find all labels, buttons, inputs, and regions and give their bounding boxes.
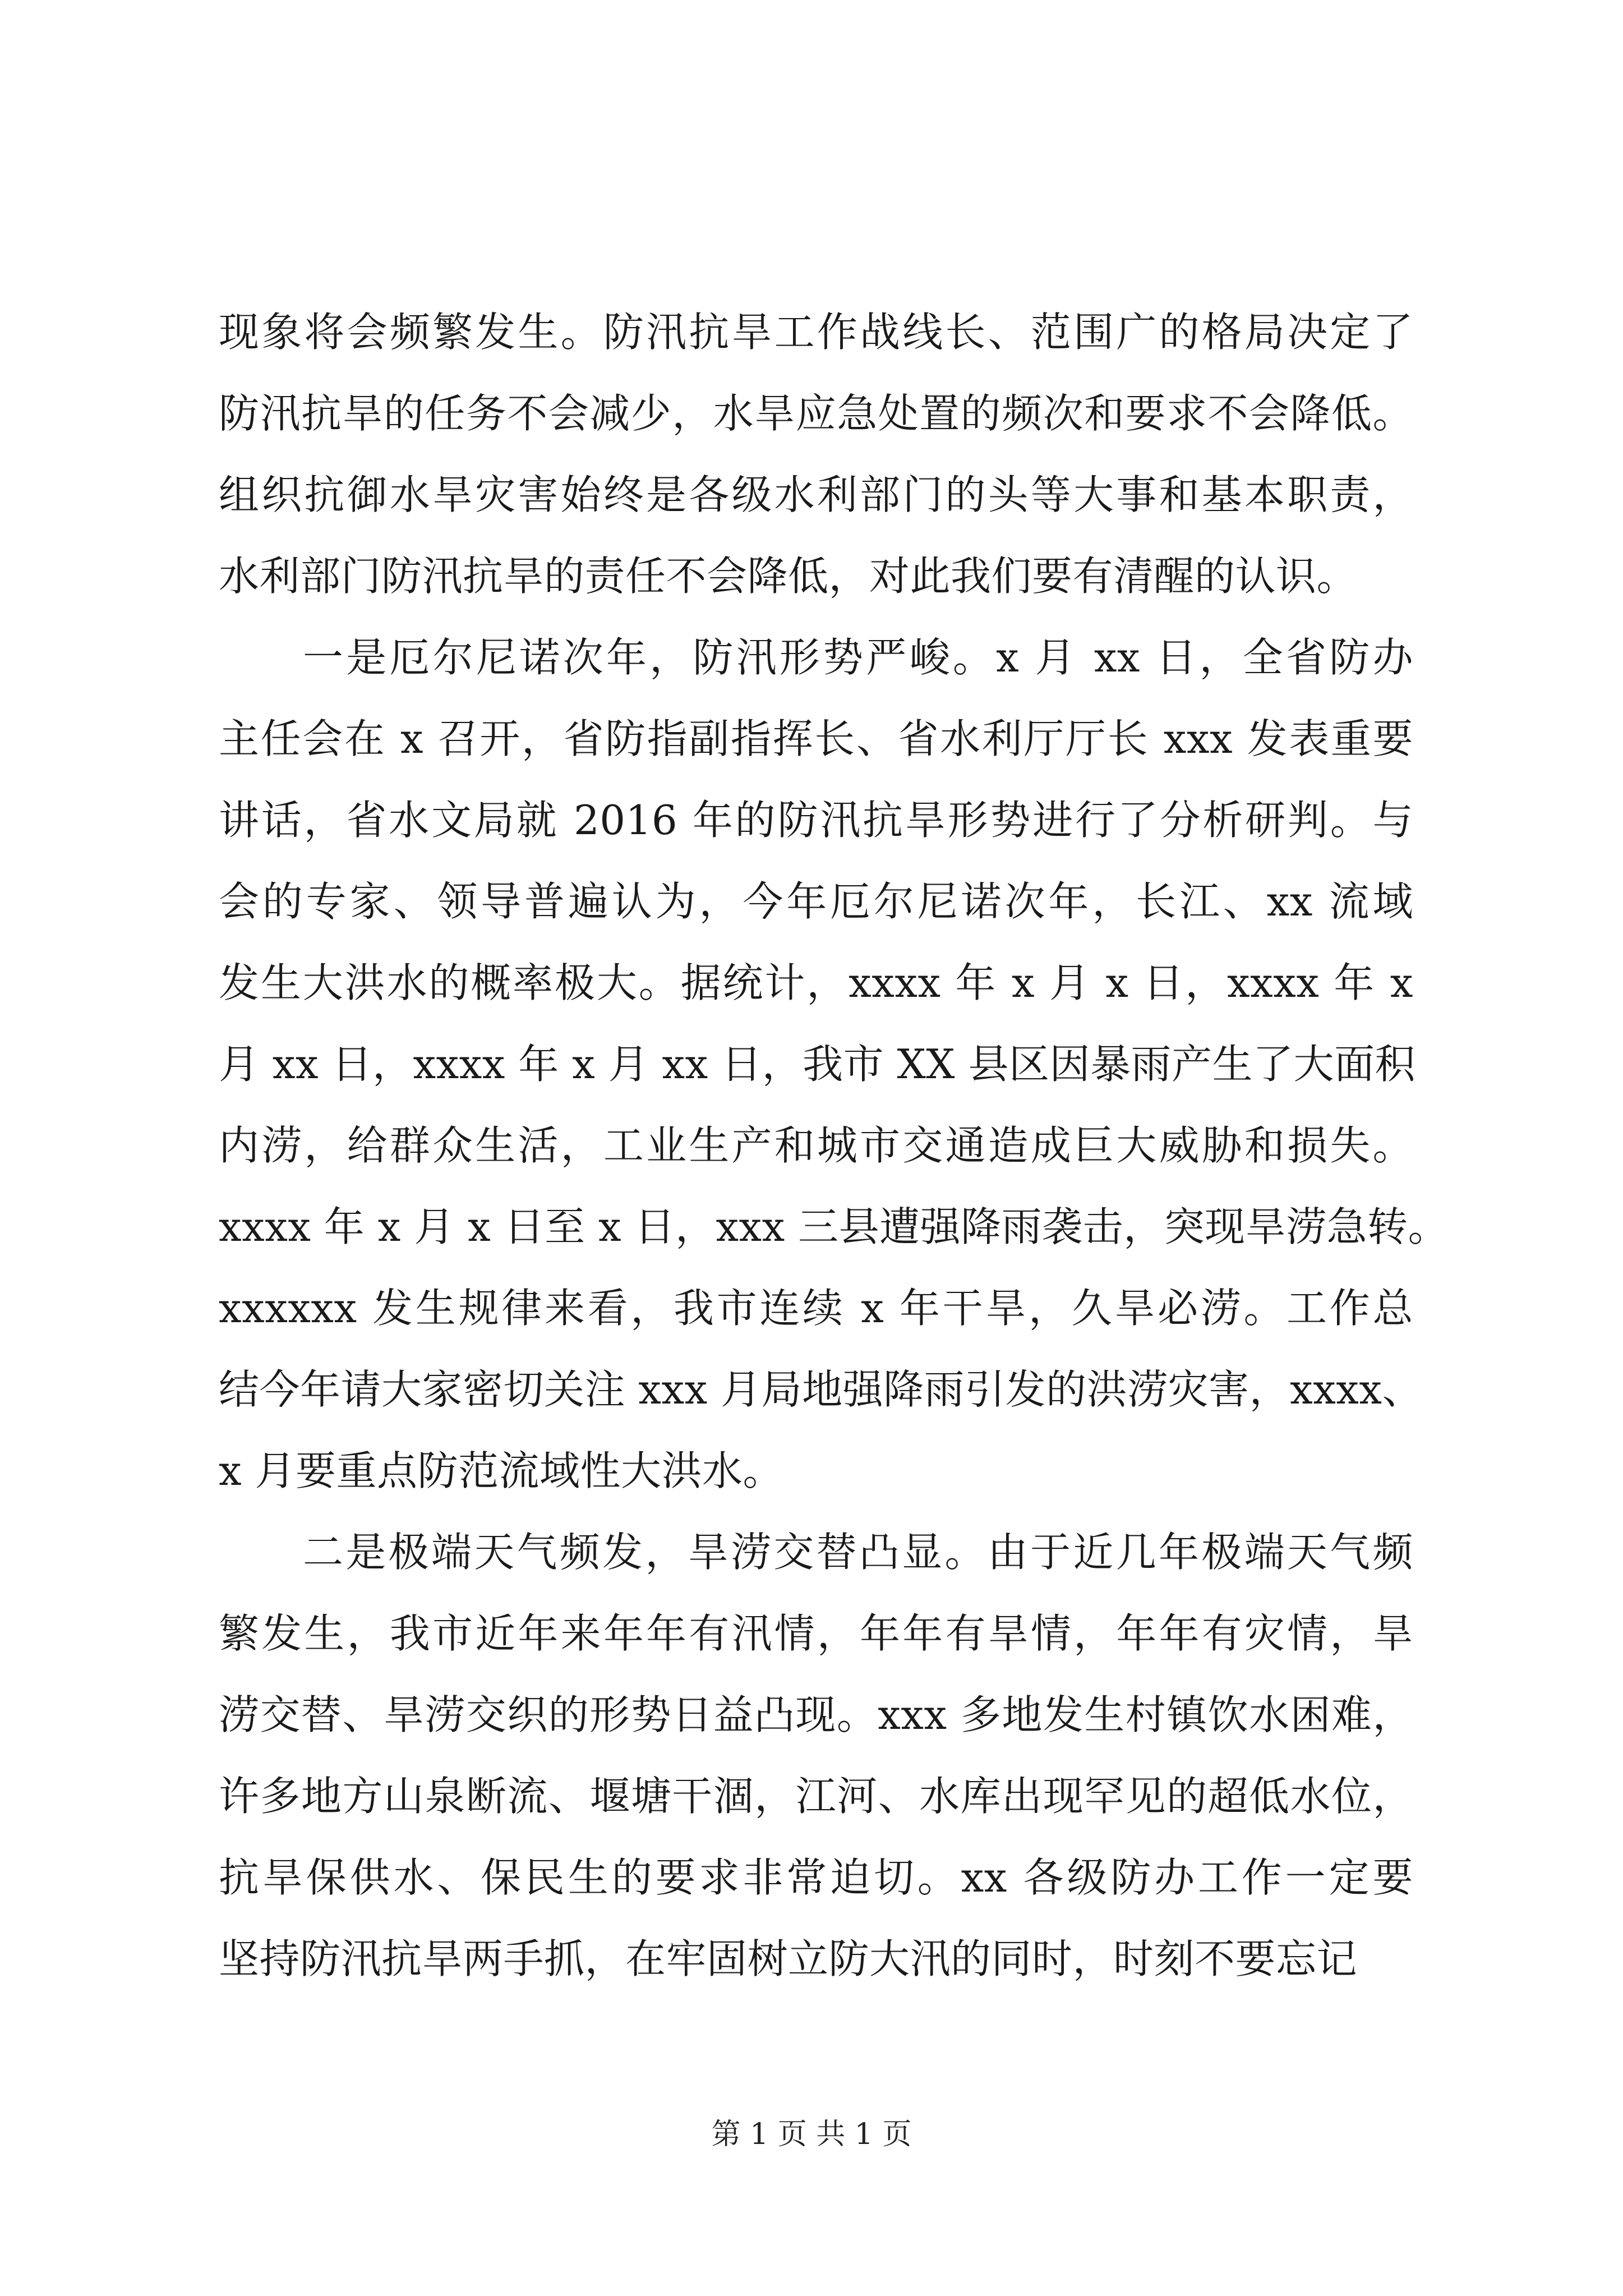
text-line: xxxxxx 发生规律来看，我市连续 x 年干旱，久旱必涝。工作总 [219,1285,1413,1332]
text-line: 防汛抗旱的任务不会减少，水旱应急处置的频次和要求不会降低。 [219,390,1413,437]
text-line: 主任会在 x 召开，省防指副指挥长、省水利厅厅长 xxx 发表重要 [219,715,1413,762]
text-line: 讲话，省水文局就 2016 年的防汛抗旱形势进行了分析研判。与 [219,797,1413,844]
text-line: 内涝，给群众生活，工业生产和城市交通造成巨大威胁和损失。 [219,1122,1413,1169]
text-line: 结今年请大家密切关注 xxx 月局地强降雨引发的洪涝灾害，xxxx、 [219,1366,1423,1413]
paragraph [219,292,1413,617]
text-line: 抗旱保供水、保民生的要求非常迫切。xx 各级防办工作一定要 [219,1854,1413,1901]
text-line: 二是极端天气频发，旱涝交替凸显。由于近几年极端天气频 [303,1529,1413,1576]
text-line: 会的专家、领导普遍认为，今年厄尔尼诺次年，长江、xx 流域 [219,878,1413,925]
text-line: 涝交替、旱涝交织的形势日益凸现。xxx 多地发生村镇饮水困难， [219,1691,1413,1738]
paragraph [219,617,1449,1512]
text-line: 现象将会频繁发生。防汛抗旱工作战线长、范围广的格局决定了 [219,309,1413,356]
page-footer: 第 1 页 共 1 页 [711,2118,912,2151]
text-line: 坚持防汛抗旱两手抓，在牢固树立防大汛的同时，时刻不要忘记 [219,1935,1358,1982]
text-line: 发生大洪水的概率极大。据统计，xxxx 年 x 月 x 日，xxxx 年 x [219,959,1413,1006]
text-line: 月 xx 日，xxxx 年 x 月 xx 日，我市 XX 县区因暴雨产生了大面积 [219,1041,1415,1088]
text-line: 水利部门防汛抗旱的责任不会降低，对此我们要有清醒的认识。 [219,553,1358,600]
text-line: 许多地方山泉断流、堰塘干涸，江河、水库出现罕见的超低水位， [219,1773,1413,1820]
text-line: 组织抗御水旱灾害始终是各级水利部门的头等大事和基本职责， [219,471,1413,518]
paragraph [219,1512,1413,2000]
text-line: xxxx 年 x 月 x 日至 x 日，xxx 三县遭强降雨袭击，突现旱涝急转。 [219,1203,1449,1250]
text-line: x 月要重点防范流域性大洪水。 [219,1447,783,1494]
text-line: 繁发生，我市近年来年年有汛情，年年有旱情，年年有灾情，旱 [219,1610,1413,1657]
text-line: 一是厄尔尼诺次年，防汛形势严峻。x 月 xx 日，全省防办 [303,634,1413,681]
document-body [219,292,1449,2000]
